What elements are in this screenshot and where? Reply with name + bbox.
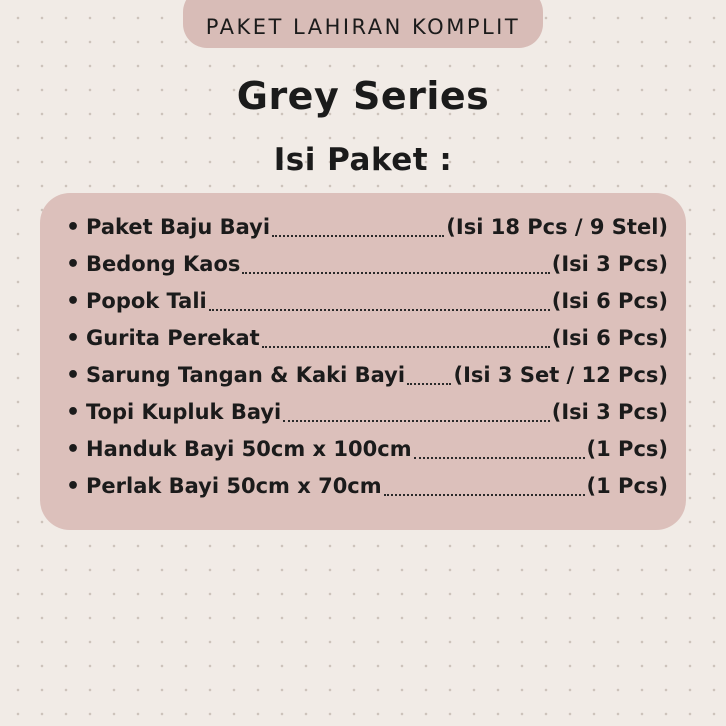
package-contents-list xyxy=(40,193,686,530)
list-item xyxy=(66,431,668,468)
dotted-leader xyxy=(407,383,451,385)
item-quantity: (Isi 18 Pcs / 9 Stel) xyxy=(446,215,668,239)
dotted-leader xyxy=(242,272,549,274)
dotted-leader xyxy=(262,346,550,348)
dotted-leader xyxy=(209,309,550,311)
bullet-icon: • xyxy=(66,289,81,314)
bullet-icon: • xyxy=(66,437,81,462)
item-quantity: (Isi 3 Pcs) xyxy=(551,252,668,276)
list-item xyxy=(66,209,668,246)
item-quantity: (Isi 3 Set / 12 Pcs) xyxy=(453,363,668,387)
item-quantity: (Isi 3 Pcs) xyxy=(551,400,668,424)
dotted-leader xyxy=(384,494,585,496)
list-item xyxy=(66,320,668,357)
bullet-icon: • xyxy=(66,474,81,499)
item-quantity: (Isi 6 Pcs) xyxy=(551,326,668,350)
item-quantity: (1 Pcs) xyxy=(586,474,668,498)
top-banner xyxy=(183,0,543,48)
item-quantity: (1 Pcs) xyxy=(586,437,668,461)
item-name: Popok Tali xyxy=(86,289,207,313)
series-title: Grey Series xyxy=(236,74,490,118)
bullet-icon: • xyxy=(66,252,81,277)
item-name: Perlak Bayi 50cm x 70cm xyxy=(86,474,382,498)
list-item xyxy=(66,246,668,283)
item-name: Topi Kupluk Bayi xyxy=(86,400,282,424)
banner-title: PAKET LAHIRAN KOMPLIT xyxy=(205,15,521,39)
bullet-icon: • xyxy=(66,215,81,240)
dotted-leader xyxy=(283,420,549,422)
list-item xyxy=(66,394,668,431)
list-item xyxy=(66,357,668,394)
dotted-leader xyxy=(414,457,585,459)
item-name: Bedong Kaos xyxy=(86,252,241,276)
list-item xyxy=(66,468,668,505)
dotted-leader xyxy=(272,235,444,237)
bullet-icon: • xyxy=(66,363,81,388)
item-name: Sarung Tangan & Kaki Bayi xyxy=(86,363,406,387)
item-name: Gurita Perekat xyxy=(86,326,260,350)
list-item xyxy=(66,283,668,320)
item-name: Handuk Bayi 50cm x 100cm xyxy=(86,437,412,461)
item-name: Paket Baju Bayi xyxy=(86,215,271,239)
item-quantity: (Isi 6 Pcs) xyxy=(551,289,668,313)
bullet-icon: • xyxy=(66,326,81,351)
content-heading: Isi Paket : xyxy=(273,142,453,178)
bullet-icon: • xyxy=(66,400,81,425)
